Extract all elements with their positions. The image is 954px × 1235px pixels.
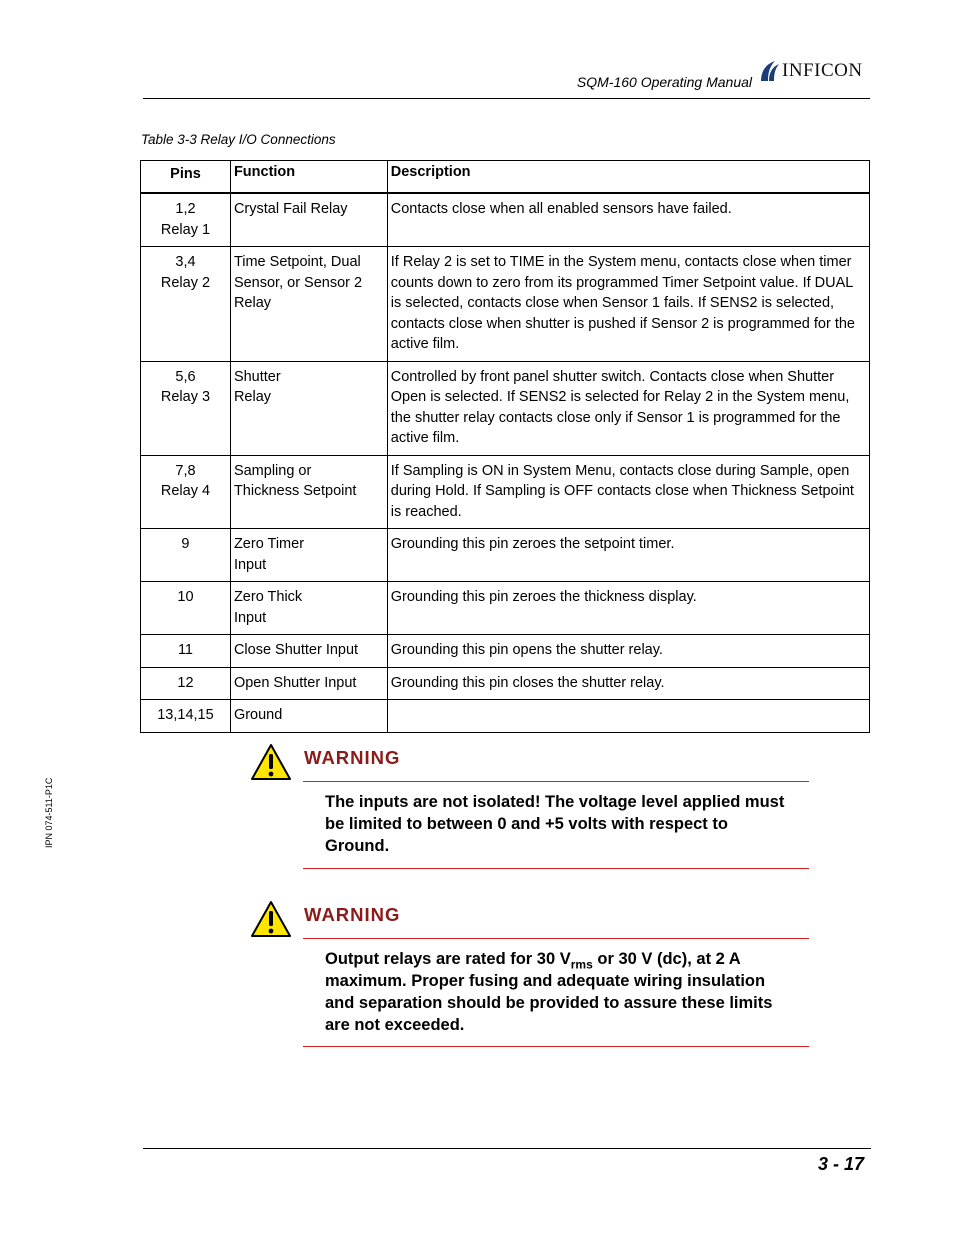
cell-pins (141, 529, 231, 582)
warning-rule-bottom (303, 1046, 809, 1047)
function-line: Crystal Fail Relay (233, 201, 348, 217)
function-line: Zero Timer (233, 536, 305, 552)
function-line: Input (233, 609, 267, 626)
logo-text: INFICON (782, 60, 863, 81)
function-line: Zero Thick (233, 589, 303, 605)
warning-title: WARNING (304, 904, 401, 925)
pins-line: 12 (177, 674, 194, 691)
side-label: IPN 074-511-P1C (44, 777, 54, 848)
cell-function (230, 247, 387, 362)
pins-line: Relay 3 (160, 389, 211, 405)
cell-pins (141, 361, 231, 455)
warning-text-subscript: rms (570, 957, 593, 972)
function-line: Input (233, 556, 267, 573)
warning-triangle-icon (250, 743, 292, 781)
cell-pins (141, 247, 231, 362)
table-row (141, 529, 870, 582)
function-line: Shutter (233, 368, 281, 385)
cell-function (230, 582, 387, 635)
cell-description: Grounding this pin zeroes the setpoint timer. (387, 529, 869, 582)
function-line: Relay (233, 295, 272, 311)
pins-line: 10 (177, 589, 194, 605)
cell-function (230, 667, 387, 700)
cell-function (230, 193, 387, 247)
table-row (141, 700, 870, 733)
table-row (141, 667, 870, 700)
pins-line: Relay 2 (160, 274, 211, 291)
header-title: SQM-160 Operating Manual (576, 74, 752, 90)
table-row (141, 193, 870, 247)
table-header-row (141, 161, 870, 194)
header-rule (143, 98, 870, 99)
table-caption: Table 3-3 Relay I/O Connections (141, 132, 336, 147)
inficon-logo-icon (758, 59, 780, 83)
warning-text (325, 948, 795, 1036)
relay-io-table (140, 160, 870, 733)
cell-description: Contacts close when all enabled sensors have failed. (387, 193, 869, 247)
warning-title: WARNING (304, 747, 401, 768)
cell-description: Grounding this pin zeroes the thickness display. (387, 582, 869, 635)
cell-description: Controlled by front panel shutter switch. Contacts close when Shutter Open is selected. If SENS2 is selected for Relay 2 in the System menu, the shutter relay contacts close only if Sensor 1 is programmed for the active film. (387, 361, 869, 455)
footer-rule (143, 1148, 871, 1149)
function-line: Ground (233, 707, 283, 723)
cell-function (230, 361, 387, 455)
column-header-description: Description (387, 161, 869, 194)
cell-pins (141, 582, 231, 635)
cell-function (230, 529, 387, 582)
function-line: Relay (233, 389, 272, 405)
warning-rule-top (303, 938, 809, 939)
pins-line: 13,14,15 (157, 707, 214, 723)
pins-line: 5,6 (175, 368, 196, 385)
warning-rule-bottom (303, 868, 809, 869)
table-row (141, 455, 870, 529)
cell-pins (141, 193, 231, 247)
pins-line: Relay 1 (160, 221, 211, 238)
function-line: Sensor, or Sensor 2 (233, 274, 363, 291)
cell-pins (141, 700, 231, 733)
inficon-logo (758, 58, 863, 84)
pins-line: Relay 4 (160, 483, 211, 499)
pins-line: 11 (177, 642, 193, 658)
cell-function (230, 635, 387, 668)
table-row (141, 635, 870, 668)
pins-line: 3,4 (175, 254, 196, 270)
function-line: Sampling or (233, 462, 312, 479)
cell-pins (141, 455, 231, 529)
cell-function (230, 700, 387, 733)
pins-line: 1,2 (175, 201, 196, 217)
table-row (141, 582, 870, 635)
warning-rule-top (303, 781, 809, 782)
page-number: 3 - 17 (817, 1154, 864, 1174)
pins-line: 7,8 (175, 462, 196, 479)
table-row (141, 361, 870, 455)
cell-pins (141, 635, 231, 668)
cell-description: Grounding this pin closes the shutter relay. (387, 667, 869, 700)
cell-description: If Sampling is ON in System Menu, contacts close during Sample, open during Hold. If Sampling is OFF contacts close when Thickness Setpoint is reached. (387, 455, 869, 529)
cell-description: Grounding this pin opens the shutter relay. (387, 635, 869, 668)
warning-text-post: or 30 V (dc), at 2 A maximum. Proper fusing and adequate wiring insulation and separation should be provided to assure these limits are not exceeded. (325, 950, 773, 1034)
function-line: Open Shutter Input (233, 674, 357, 691)
warning-text-pre: Output relays are rated for 30 V (325, 950, 571, 968)
table-row (141, 247, 870, 362)
cell-function (230, 455, 387, 529)
function-line: Thickness Setpoint (233, 483, 357, 499)
column-header-pins: Pins (141, 161, 231, 194)
warning-triangle-icon (250, 900, 292, 938)
warning-text: The inputs are not isolated! The voltage level applied must be limited to between 0 and +5 volts with respect to Ground. (325, 793, 785, 855)
cell-pins (141, 667, 231, 700)
pins-line: 9 (181, 536, 190, 552)
cell-description (387, 700, 869, 733)
cell-description: If Relay 2 is set to TIME in the System menu, contacts close when timer counts down to zero from its programmed Timer Setpoint value. If DUAL is selected, contacts close when Sensor 1 fails. If SENS2 is selected, contacts close when shutter is pushed if Sensor 2 is programmed for the active film. (387, 247, 869, 362)
function-line: Time Setpoint, Dual (233, 254, 361, 270)
column-header-function: Function (230, 161, 387, 194)
function-line: Close Shutter Input (233, 642, 359, 658)
